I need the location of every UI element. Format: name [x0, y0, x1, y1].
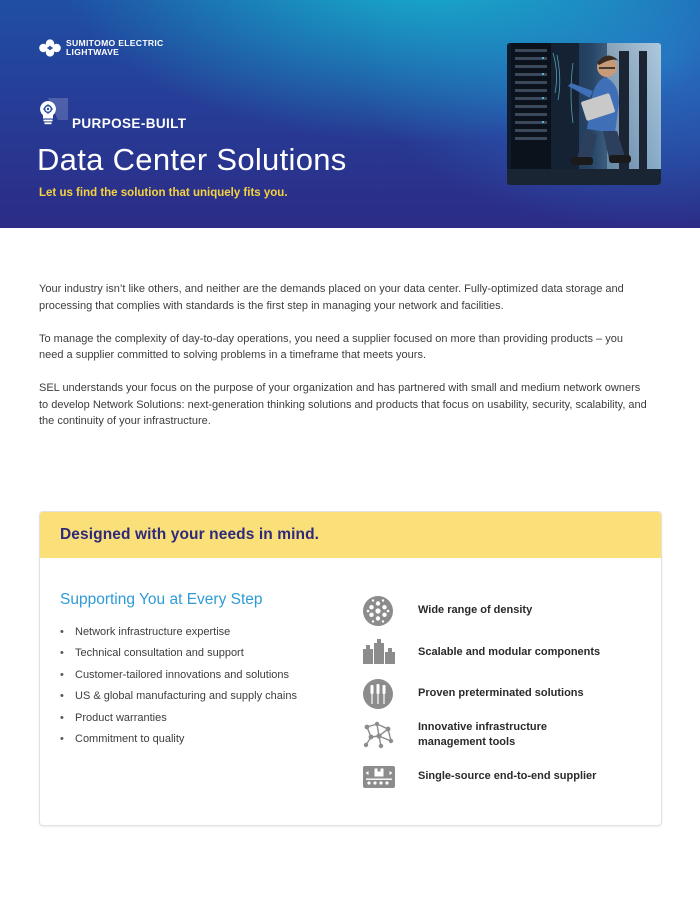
feature-label: Wide range of density — [418, 604, 533, 617]
card-header — [40, 512, 661, 558]
card-heading: Designed with your needs in mind. — [60, 526, 320, 543]
hero-banner — [0, 0, 700, 228]
list-item: • Technical consultation and support — [60, 643, 360, 664]
fiber-density-icon — [362, 595, 398, 627]
list-item: • Product warranties — [60, 708, 360, 729]
sumitomo-logo-icon — [39, 39, 61, 57]
feature-item — [362, 632, 652, 674]
feature-list — [362, 590, 652, 798]
feature-item — [362, 673, 652, 715]
intro-paragraph: To manage the complexity of day-to-day operations, you need a supplier focused on more than providing products – you need a supplier committed to solving problems in a timeframe that meets yours. — [39, 332, 623, 361]
server-technician-photo — [507, 43, 661, 185]
feature-label-line-1: Innovative infrastructure — [418, 721, 547, 734]
company-logo — [39, 39, 164, 57]
supply-conveyor-icon — [362, 761, 398, 793]
modular-blocks-icon — [362, 636, 398, 668]
network-nodes-icon — [362, 719, 398, 751]
intro-paragraph: SEL understands your focus on the purpose of your organization and has partnered with small and medium network owners to develop Network Solutions: next-generation thinking solutions and products that focus on usability, security, scalability, and the continuity of your infrastructure. — [39, 382, 647, 427]
hero-kicker: PURPOSE-BUILT — [72, 116, 187, 131]
list-item: • US & global manufacturing and supply chains — [60, 686, 360, 707]
page-title: Data Center Solutions — [37, 142, 347, 177]
lightbulb-gear-icon — [38, 98, 68, 130]
list-item: • Network infrastructure expertise — [60, 622, 360, 643]
feature-label-line-2: management tools — [418, 736, 516, 749]
feature-label: Scalable and modular components — [418, 645, 601, 658]
support-list — [60, 622, 360, 750]
support-title: Supporting You at Every Step — [60, 591, 263, 608]
intro-paragraph: Your industry isn’t like others, and neither are the demands placed on your data center. Fully-optimized data storage and processing that complies with standards is the first step in managing your network and facilities. — [39, 283, 624, 312]
intro-text — [39, 281, 649, 446]
feature-item — [362, 715, 652, 757]
list-item: • Customer-tailored innovations and solutions — [60, 665, 360, 686]
feature-item — [362, 756, 652, 798]
feature-label: Single-source end-to-end supplier — [418, 770, 597, 783]
brand-line-1: SUMITOMO ELECTRIC — [66, 38, 164, 49]
list-item: • Commitment to quality — [60, 729, 360, 750]
feature-label — [418, 720, 547, 750]
feature-item — [362, 590, 652, 632]
connectors-icon — [362, 678, 398, 710]
hero-subtitle: Let us find the solution that uniquely fits you. — [39, 187, 288, 199]
brand-line-2: LIGHTWAVE — [66, 47, 120, 57]
needs-card — [39, 511, 662, 826]
feature-label: Proven preterminated solutions — [418, 687, 584, 700]
support-column — [60, 591, 360, 750]
